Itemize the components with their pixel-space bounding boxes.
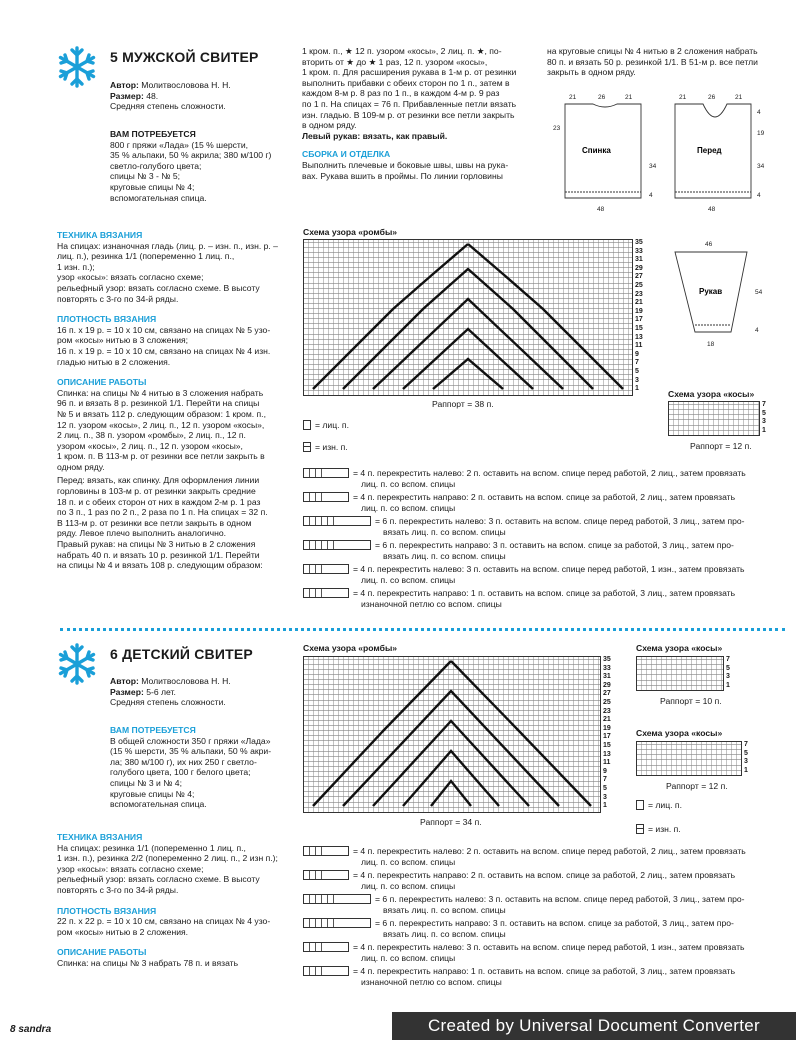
legend-text: = лиц. п. bbox=[648, 800, 682, 810]
row-number: 5 bbox=[635, 368, 639, 375]
need-title: ВАМ ПОТРЕБУЕТСЯ bbox=[110, 725, 196, 735]
section6-need bbox=[110, 725, 296, 810]
rapport-kosy2: Раппорт = 12 п. bbox=[666, 781, 728, 791]
row-number: 5 bbox=[726, 664, 730, 672]
cross-right-purl-icon bbox=[303, 588, 349, 598]
back-label: Спинка bbox=[582, 146, 611, 155]
cross-text: = 4 п. перекрестить направо: 1 п. оставить на вспом. спице за работой, 3 лиц., затем провязать bbox=[353, 588, 736, 598]
size-label: Размер: bbox=[110, 90, 144, 101]
dim: 54 bbox=[755, 289, 763, 296]
col2-line: вторить от ★ до ★ 1 раз, 12 п. узором «косы», bbox=[302, 56, 488, 67]
dim: 4 bbox=[755, 327, 759, 334]
row-number: 15 bbox=[635, 325, 643, 332]
col3-line: 80 п. и вязать 50 р. резинкой 1/1. В 51-м р. все петли bbox=[547, 56, 758, 67]
need-line: круговые спицы № 4; bbox=[110, 788, 195, 799]
row-number: 25 bbox=[635, 282, 643, 289]
dim: 4 bbox=[757, 109, 761, 116]
row-number: 5 bbox=[603, 785, 607, 792]
row-number: 35 bbox=[635, 239, 643, 246]
col2-line: по 1 п. На спицах = 76 п. Прибавленные петли вязать bbox=[302, 98, 517, 109]
need-line: светло-голубого цвета; bbox=[110, 160, 202, 171]
desc-line: Спинка: на спицы № 4 нитью в 3 сложения набрать bbox=[57, 387, 264, 398]
col2-line: 1 кром. п., ★ 12 п. узором «косы», 2 лиц. п. ★, по- bbox=[302, 46, 502, 56]
desc-line: 96 п. и вязать 8 р. резинкой 1/1. Перейти на спицы bbox=[57, 398, 260, 409]
col2-line: Левый рукав: вязать, как правый. bbox=[302, 130, 448, 141]
row-number: 7 bbox=[635, 359, 639, 367]
need-line: вспомогательная спица. bbox=[110, 799, 207, 810]
legend-purl bbox=[303, 442, 348, 454]
row-number: 35 bbox=[603, 656, 611, 663]
cross-left-4-icon bbox=[303, 468, 349, 478]
section5-col1 bbox=[57, 226, 295, 571]
row-number: 1 bbox=[726, 681, 730, 689]
dim: 34 bbox=[757, 163, 765, 170]
need-line: голубого цвета, 100 г белого цвета; bbox=[110, 767, 251, 778]
scheme-kosy2-grid bbox=[636, 741, 742, 776]
cross-legend-item bbox=[303, 492, 787, 516]
col2-line: 1 кром. п. Для расширения рукава в 1-м р. от резинки bbox=[302, 67, 517, 78]
section6-col1 bbox=[57, 828, 295, 969]
row-number: 7 bbox=[762, 401, 766, 408]
author: Молитвословова Н. Н. bbox=[141, 676, 231, 686]
cross-text: = 4 п. перекрестить налево: 2 п. оставить на вспом. спице перед работой, 2 лиц., затем провязать bbox=[353, 846, 746, 856]
dim: 48 bbox=[597, 206, 605, 213]
legend-text: = изн. п. bbox=[315, 442, 348, 452]
scheme-kosy1-grid bbox=[636, 656, 724, 691]
cross-text: = 4 п. перекрестить налево: 3 п. оставить на вспом. спице перед работой, 1 изн., затем провязать bbox=[353, 942, 745, 952]
garment-diagrams bbox=[545, 90, 790, 215]
col3-line: закрыть в одном ряду. bbox=[547, 67, 636, 78]
row-number: 15 bbox=[603, 742, 611, 749]
cross-legend-item bbox=[303, 966, 787, 990]
desc-line: по 3 п., 1 раз по 2 п., 2 раза по 1 п. На спицах = 32 п. bbox=[57, 507, 268, 518]
cross-text: = 4 п. перекрестить налево: 2 п. оставить на вспом. спице перед работой, 2 лиц., затем провязать bbox=[353, 468, 746, 478]
dim: 46 bbox=[705, 241, 713, 248]
cross-text-cont: изнаночной петлю со вспом. спицы bbox=[361, 598, 502, 609]
cross-legend-item bbox=[303, 846, 787, 870]
legend-6 bbox=[636, 800, 776, 840]
dim: 4 bbox=[757, 192, 761, 199]
col2-line: каждом 8-м р. 8 раз по 1 п., в каждом 4-м р. 9 раз bbox=[302, 88, 500, 99]
dim: 19 bbox=[757, 130, 765, 137]
cross-text-cont: лиц. п. со вспом. спицы bbox=[361, 502, 456, 513]
row-number: 11 bbox=[603, 759, 611, 767]
cross-left-6-icon bbox=[303, 894, 371, 904]
col2-line: выполнить прибавки с обеих сторон по 1 п., затем в bbox=[302, 77, 510, 88]
desc-line: узором «косы», 2 лиц. п., 12 п. узором «косы», bbox=[57, 440, 243, 451]
need-line: 35 % альпаки, 50 % акрила; 380 м/100 г) bbox=[110, 150, 272, 161]
need-line: 800 г пряжи «Лада» (15 % шерсти, bbox=[110, 139, 249, 150]
legend-text: = лиц. п. bbox=[315, 420, 349, 430]
row-number: 1 bbox=[603, 802, 607, 810]
desc-line: 12 п. узором «косы», 2 лиц. п., 12 п. узором «косы», bbox=[57, 419, 265, 430]
cross-text: = 6 п. перекрестить налево: 3 п. оставить на вспом. спице перед работой, 3 лиц., затем про- bbox=[375, 516, 745, 526]
cross-legend-item bbox=[303, 918, 787, 942]
desc-line: Спинка: на спицы № 3 набрать 78 п. и вязать bbox=[57, 957, 239, 968]
desc-title: ОПИСАНИЕ РАБОТЫ bbox=[57, 377, 147, 388]
size: 5-6 лет. bbox=[146, 686, 176, 697]
rapport-rombs: Раппорт = 34 п. bbox=[420, 817, 482, 827]
need-line: спицы № 3 и № 4; bbox=[110, 777, 182, 788]
cross-text-cont: лиц. п. со вспом. спицы bbox=[361, 880, 456, 891]
dim: 18 bbox=[707, 341, 715, 348]
snowflake-icon bbox=[55, 45, 99, 89]
cross-legend-item bbox=[303, 516, 787, 540]
row-number: 27 bbox=[635, 273, 643, 281]
row-number: 3 bbox=[635, 376, 639, 384]
need-line: спицы № 3 - № 5; bbox=[110, 171, 181, 182]
desc-line: 1 кром. п. В 113-м р. от резинки все петли закрыть в bbox=[57, 451, 265, 462]
cross-right-purl-icon bbox=[303, 966, 349, 976]
cross-legend-item bbox=[303, 540, 787, 564]
tech-line: рельефный узор: вязать согласно схеме. В высоту bbox=[57, 874, 260, 885]
knit-symbol-icon bbox=[303, 420, 311, 430]
row-number: 33 bbox=[603, 664, 611, 672]
cross-text: = 4 п. перекрестить направо: 2 п. оставить на вспом. спице за работой, 2 лиц., затем провязать bbox=[353, 492, 736, 502]
dim: 4 bbox=[649, 192, 653, 199]
row-number: 27 bbox=[603, 690, 611, 698]
desc-line: одном ряду. bbox=[57, 461, 105, 472]
row-number: 31 bbox=[603, 673, 611, 681]
scheme-kosy-title: Схема узора «косы» bbox=[668, 389, 755, 399]
difficulty: Средняя степень сложности. bbox=[110, 101, 226, 112]
section5-meta bbox=[110, 80, 290, 112]
density-line: 22 п. х 22 р. = 10 х 10 см, связано на спицах № 4 узо- bbox=[57, 916, 271, 927]
knit-symbol-icon bbox=[636, 800, 644, 810]
cross-right-6-icon bbox=[303, 918, 371, 928]
row-number: 3 bbox=[726, 673, 730, 680]
need-line: В общей сложности 350 г пряжи «Лада» bbox=[110, 735, 271, 746]
row-number: 11 bbox=[635, 342, 643, 350]
dim: 23 bbox=[553, 125, 561, 132]
assembly-title: СБОРКА И ОТДЕЛКА bbox=[302, 149, 391, 160]
row-number: 9 bbox=[603, 767, 607, 775]
dim: 21 bbox=[625, 94, 633, 101]
desc-line: горловины в 103-м р. от резинки закрыть средние bbox=[57, 486, 256, 497]
row-number: 9 bbox=[635, 350, 639, 358]
row-number: 1 bbox=[744, 766, 748, 774]
cross-legend-item bbox=[303, 942, 787, 966]
rapport-rombs: Раппорт = 38 п. bbox=[432, 399, 494, 409]
tech-line: рельефный узор: вязать согласно схеме. В высоту bbox=[57, 282, 260, 293]
desc-line: на спицы № 4 и вязать 108 р. следующим образом: bbox=[57, 560, 263, 571]
row-number: 7 bbox=[726, 656, 730, 663]
cross-legend-item bbox=[303, 870, 787, 894]
tech-title: ТЕХНИКА ВЯЗАНИЯ bbox=[57, 230, 143, 240]
tech-line: повторять с 3-го по 34-й ряды. bbox=[57, 293, 179, 304]
desc-line: В 113-м р. от резинки все петли закрыть в одном bbox=[57, 517, 252, 528]
desc-line: № 5 и вязать 112 р. следующим образом: 1 кром. п., bbox=[57, 408, 266, 419]
cross-text-cont: изнаночной петлю со вспом. спицы bbox=[361, 976, 502, 987]
section5-title: 5 МУЖСКОЙ СВИТЕР bbox=[110, 49, 259, 65]
dim: 21 bbox=[679, 94, 687, 101]
section5-need bbox=[110, 129, 295, 203]
purl-symbol-icon bbox=[636, 824, 644, 834]
sleeve-label: Рукав bbox=[699, 287, 723, 296]
cross-legend-item bbox=[303, 588, 787, 612]
dim: 21 bbox=[735, 94, 743, 101]
legend-knit bbox=[303, 420, 349, 432]
cross-text: = 4 п. перекрестить налево: 3 п. оставить на вспом. спице перед работой, 1 изн., затем провязать bbox=[353, 564, 745, 574]
cross-right-6-icon bbox=[303, 540, 371, 550]
row-number: 25 bbox=[603, 699, 611, 706]
section6-meta bbox=[110, 676, 290, 708]
cross-text: = 4 п. перекрестить направо: 1 п. оставить на вспом. спице за работой, 3 лиц., затем провязать bbox=[353, 966, 736, 976]
cross-text-cont: лиц. п. со вспом. спицы bbox=[361, 478, 456, 489]
row-number: 23 bbox=[635, 290, 643, 298]
dim: 26 bbox=[708, 94, 716, 101]
front-label: Перед bbox=[697, 146, 722, 155]
row-number: 7 bbox=[603, 776, 607, 784]
cross-left-purl-icon bbox=[303, 942, 349, 952]
cross-left-4-icon bbox=[303, 846, 349, 856]
cross-legend-item bbox=[303, 564, 787, 588]
dim: 26 bbox=[598, 94, 606, 101]
tech-line: 1 изн. п.), резинка 2/2 (попеременно 2 лиц. п., 2 изн п.); bbox=[57, 853, 278, 864]
section5-col3 bbox=[547, 46, 787, 78]
row-number: 33 bbox=[635, 247, 643, 255]
cross-right-4-icon bbox=[303, 492, 349, 502]
legend-text: = изн. п. bbox=[648, 824, 681, 834]
row-number: 21 bbox=[603, 716, 611, 724]
cross-text: = 6 п. перекрестить налево: 3 п. оставить на вспом. спице перед работой, 3 лиц., затем про- bbox=[375, 894, 745, 904]
rapport-kosy1: Раппорт = 10 п. bbox=[660, 696, 722, 706]
row-number: 19 bbox=[603, 724, 611, 732]
page-footer: 8 sandra bbox=[10, 1024, 52, 1035]
desc-line: 18 п. и с обеих сторон от них в каждом 2-м р. 1 раз bbox=[57, 496, 261, 507]
need-title: ВАМ ПОТРЕБУЕТСЯ bbox=[110, 129, 196, 139]
assembly-line: вах. Рукава вшить в проймы. По линии горловины bbox=[302, 170, 503, 181]
cross-legend-6 bbox=[303, 846, 787, 990]
author: Молитвословова Н. Н. bbox=[141, 80, 231, 90]
cross-text: = 6 п. перекрестить направо: 3 п. оставить на вспом. спице за работой, 3 лиц., затем про- bbox=[375, 918, 734, 928]
author-label: Автор: bbox=[110, 80, 139, 90]
row-number: 17 bbox=[635, 316, 643, 324]
section6-title: 6 ДЕТСКИЙ СВИТЕР bbox=[110, 646, 253, 662]
cross-text: = 4 п. перекрестить направо: 2 п. оставить на вспом. спице за работой, 2 лиц., затем провязать bbox=[353, 870, 736, 880]
tech-line: 1 изн. п.); bbox=[57, 261, 95, 272]
density-line: гладью нитью в 2 сложения. bbox=[57, 356, 171, 367]
cross-legend-item bbox=[303, 468, 787, 492]
section-divider bbox=[60, 628, 785, 631]
desc-line: набрать 40 п. и вязать 10 р. резинкой 1/1. Перейти bbox=[57, 549, 260, 560]
row-number: 5 bbox=[744, 749, 748, 757]
row-number: 29 bbox=[603, 681, 611, 689]
cross-left-6-icon bbox=[303, 516, 371, 526]
snowflake-icon bbox=[55, 642, 99, 686]
tech-line: узор «косы»: вязать согласно схеме; bbox=[57, 272, 204, 283]
tech-line: На спицах: резинка 1/1 (попеременно 1 лиц. п., bbox=[57, 842, 246, 853]
desc-line: ряду. Левое плечо выполнить аналогично. bbox=[57, 528, 227, 539]
legend-purl bbox=[636, 824, 681, 836]
col3-line: на круговые спицы № 4 нитью в 2 сложения набрать bbox=[547, 46, 758, 56]
tech-title: ТЕХНИКА ВЯЗАНИЯ bbox=[57, 832, 143, 842]
row-number: 29 bbox=[635, 264, 643, 272]
scheme-kosy2-title: Схема узора «косы» bbox=[636, 728, 723, 738]
rombs-pattern bbox=[303, 656, 601, 812]
cross-left-purl-icon bbox=[303, 564, 349, 574]
need-line: круговые спицы № 4; bbox=[110, 181, 195, 192]
tech-line: повторять с 3-го по 34-й ряды. bbox=[57, 884, 179, 895]
cross-right-4-icon bbox=[303, 870, 349, 880]
size-label: Размер: bbox=[110, 686, 144, 697]
row-number: 31 bbox=[635, 256, 643, 264]
cross-text: = 6 п. перекрестить направо: 3 п. оставить на вспом. спице за работой, 3 лиц., затем про- bbox=[375, 540, 734, 550]
legend-knit bbox=[636, 800, 682, 812]
row-number: 23 bbox=[603, 707, 611, 715]
dim: 48 bbox=[708, 206, 716, 213]
density-line: 16 п. х 19 р. = 10 х 10 см, связано на спицах № 5 узо- bbox=[57, 324, 271, 335]
watermark: Created by Universal Document Converter bbox=[392, 1012, 796, 1040]
scheme-rombs-title: Схема узора «ромбы» bbox=[303, 643, 398, 653]
purl-symbol-icon bbox=[303, 442, 311, 452]
section5-col2 bbox=[302, 46, 538, 181]
cross-legend-5 bbox=[303, 468, 787, 612]
row-number: 13 bbox=[603, 750, 611, 758]
need-line: ла; 380 м/100 г), их них 250 г светло- bbox=[110, 756, 257, 767]
row-number: 13 bbox=[635, 333, 643, 341]
density-title: ПЛОТНОСТЬ ВЯЗАНИЯ bbox=[57, 905, 157, 916]
density-line: ром «косы» нитью в 2 сложения. bbox=[57, 926, 189, 937]
row-number: 7 bbox=[744, 741, 748, 748]
scheme-kosy1-title: Схема узора «косы» bbox=[636, 643, 723, 653]
density-line: ром «косы» нитью в 3 сложения; bbox=[57, 335, 189, 346]
row-number: 1 bbox=[762, 426, 766, 434]
difficulty: Средняя степень сложности. bbox=[110, 697, 226, 708]
author-label: Автор: bbox=[110, 676, 139, 686]
row-number: 3 bbox=[603, 793, 607, 801]
row-number: 17 bbox=[603, 733, 611, 741]
sleeve-diagram bbox=[665, 240, 775, 360]
density-line: 16 п. х 19 р. = 10 х 10 см, связано на спицах № 4 изн. bbox=[57, 345, 271, 356]
tech-line: На спицах: изнаночная гладь (лиц. р. – изн. п., изн. р. – bbox=[57, 240, 278, 251]
row-number: 5 bbox=[762, 409, 766, 417]
dim: 21 bbox=[569, 94, 577, 101]
row-number: 3 bbox=[744, 758, 748, 765]
row-number: 19 bbox=[635, 307, 643, 315]
tech-line: лиц. п.), резинка 1/1 (попеременно 1 лиц. п., bbox=[57, 251, 235, 262]
desc-title: ОПИСАНИЕ РАБОТЫ bbox=[57, 947, 147, 958]
cross-text-cont: вязать лиц. п. со вспом. спицы bbox=[383, 550, 506, 561]
row-number: 21 bbox=[635, 299, 643, 307]
scheme-rombs-title: Схема узора «ромбы» bbox=[303, 227, 398, 237]
row-number: 1 bbox=[635, 385, 639, 393]
rombs-pattern bbox=[303, 239, 633, 395]
cross-legend-item bbox=[303, 894, 787, 918]
desc-line: Правый рукав: на спицы № 3 нитью в 2 сложения bbox=[57, 539, 256, 550]
desc-line: 2 лиц. п., 38 п. узором «ромбы», 2 лиц. п., 12 п. bbox=[57, 430, 246, 441]
density-title: ПЛОТНОСТЬ ВЯЗАНИЯ bbox=[57, 314, 157, 325]
need-line: вспомогательная спица. bbox=[110, 192, 207, 203]
rapport-kosy: Раппорт = 12 п. bbox=[690, 441, 752, 451]
size: 48. bbox=[146, 90, 159, 101]
row-number: 3 bbox=[762, 418, 766, 425]
cross-text-cont: вязать лиц. п. со вспом. спицы bbox=[383, 928, 506, 939]
col2-line: в одном ряду. bbox=[302, 120, 357, 131]
cross-text-cont: лиц. п. со вспом. спицы bbox=[361, 952, 456, 963]
assembly-line: Выполнить плечевые и боковые швы, швы на рука- bbox=[302, 159, 509, 170]
cross-text-cont: лиц. п. со вспом. спицы bbox=[361, 574, 456, 585]
dim: 34 bbox=[649, 163, 657, 170]
cross-text-cont: вязать лиц. п. со вспом. спицы bbox=[383, 904, 506, 915]
cross-text-cont: вязать лиц. п. со вспом. спицы bbox=[383, 526, 506, 537]
need-line: (15 % шерсти, 35 % альпаки, 50 % акри- bbox=[110, 746, 272, 757]
tech-line: узор «косы»: вязать согласно схеме; bbox=[57, 863, 204, 874]
col2-line: изн. гладью. В 109-м р. от резинки все петли закрыть bbox=[302, 109, 515, 120]
desc-line: Перед: вязать, как спинку. Для оформления линии bbox=[57, 475, 260, 486]
cross-text-cont: лиц. п. со вспом. спицы bbox=[361, 856, 456, 867]
